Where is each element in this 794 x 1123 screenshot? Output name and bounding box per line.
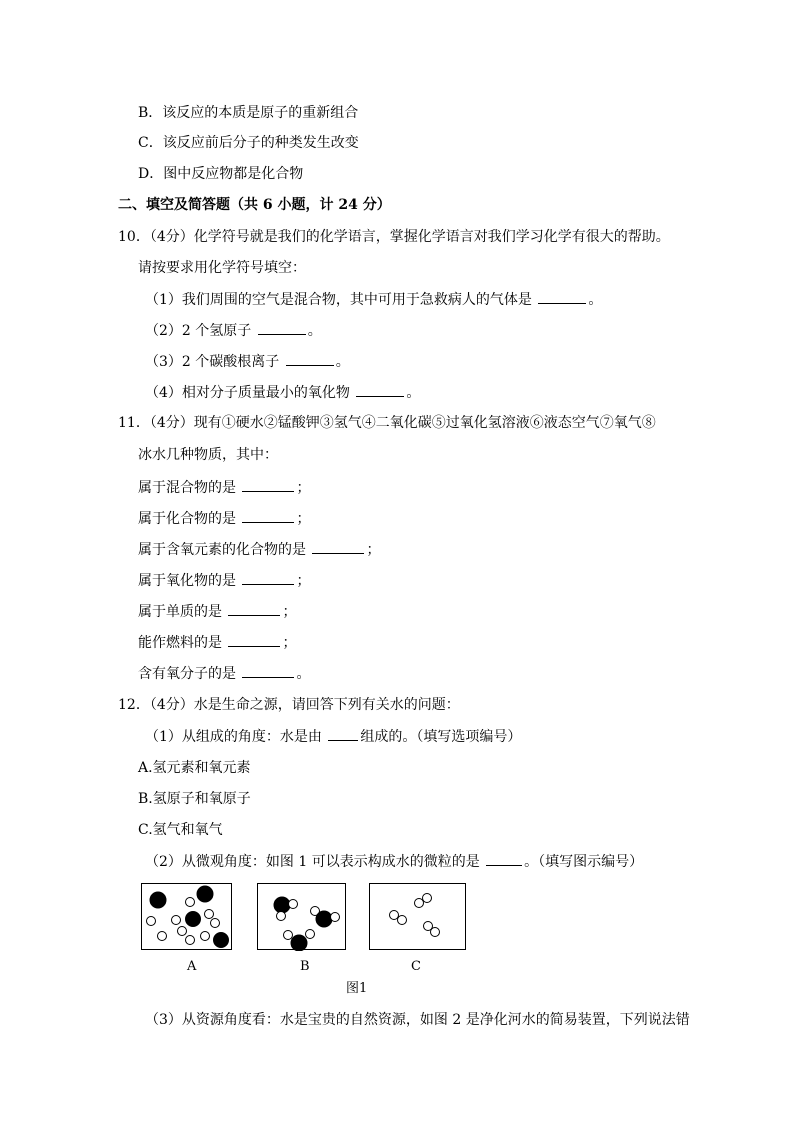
q12-sub3: （3）从资源角度看：水是宝贵的自然资源，如图 2 是净化河水的简易装置，下列说法错 [145,1012,690,1028]
q12-sub2: （2）从微观角度：如图 1 可以表示构成水的微粒的是 。（填写图示编号） [145,851,643,872]
answer-blank[interactable] [228,601,280,616]
q10-item-4: （4）相对分子质量最小的氧化物 。 [145,382,420,403]
figure-box-a [141,883,232,950]
q11-item-1: 属于混合物的是 ； [138,477,310,498]
q11-item-6: 能作燃料的是 ； [138,632,296,653]
option-b: B．该反应的本质是原子的重新组合 [138,105,359,121]
q10-item-2: （2）2 个氢原子 。 [145,320,322,341]
q11-stem-cont: 冰水几种物质，其中： [138,447,278,463]
q11-item-7: 含有氧分子的是 。 [138,663,310,684]
molecule-diagram-b [258,884,347,951]
answer-blank[interactable] [286,351,334,366]
answer-blank[interactable] [538,289,586,304]
q12-stem: 12．（4分）水是生命之源，请回答下列有关水的问题： [118,697,460,713]
answer-blank[interactable] [228,632,280,647]
figure-label-b: B [300,959,310,974]
answer-blank[interactable] [242,477,294,492]
q10-item-3: （3）2 个碳酸根离子 。 [145,351,350,372]
molecule-diagram-a [142,884,233,951]
q11-item-2: 属于化合物的是 ； [138,508,310,529]
q12-option-a: A.氢元素和氧元素 [138,760,251,776]
figure-box-c [369,883,466,950]
molecule-diagram-c [370,884,467,951]
option-c: C．该反应前后分子的种类发生改变 [138,135,359,151]
q11-item-3: 属于含氧元素的化合物的是 ； [138,539,380,560]
option-d: D．图中反应物都是化合物 [138,166,304,182]
answer-blank[interactable] [356,382,404,397]
q11-stem: 11．（4分）现有①硬水②锰酸钾③氢气④二氧化碳⑤过氧化氢溶液⑥液态空气⑦氧气⑧ [118,415,656,431]
answer-blank[interactable] [328,726,358,741]
figure-box-b [257,883,346,950]
answer-blank[interactable] [312,539,364,554]
answer-blank[interactable] [242,663,294,678]
answer-blank[interactable] [242,570,294,585]
q10-instruction: 请按要求用化学符号填空： [138,260,306,276]
section-title: 二、填空及简答题（共 6 小题，计 24 分） [118,197,391,213]
q12-option-b: B.氢原子和氧原子 [138,791,251,807]
q12-option-c: C.氢气和氧气 [138,822,223,838]
figure-caption: 图1 [346,981,368,996]
q12-sub1: （1）从组成的角度：水是由 组成的。（填写选项编号） [145,726,521,747]
figure-label-c: C [411,959,421,974]
q11-item-4: 属于氧化物的是 ； [138,570,310,591]
q10-item-1: （1）我们周围的空气是混合物，其中可用于急救病人的气体是 。 [145,289,602,310]
answer-blank[interactable] [486,851,522,866]
answer-blank[interactable] [242,508,294,523]
q10-stem: 10．（4分）化学符号就是我们的化学语言，掌握化学语言对我们学习化学有很大的帮助。 [118,229,670,245]
q11-item-5: 属于单质的是 ； [138,601,296,622]
figure-label-a: A [187,959,197,974]
answer-blank[interactable] [258,320,306,335]
